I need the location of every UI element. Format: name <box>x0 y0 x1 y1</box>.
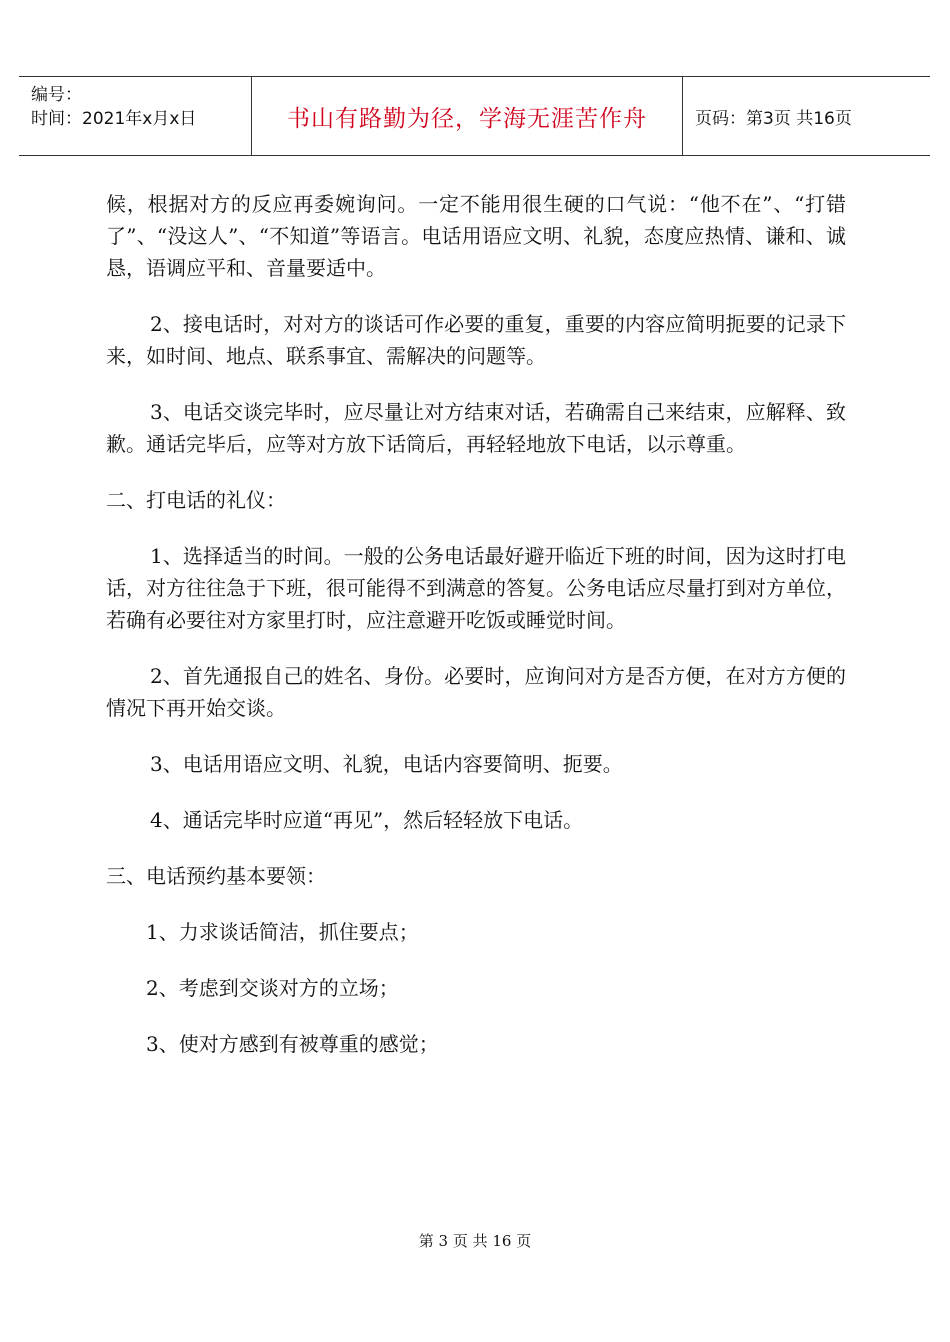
section-heading: 三、电话预约基本要领： <box>106 864 326 888</box>
header-page-number: 页码：第3页 共16页 <box>695 108 852 129</box>
list-item: 2、考虑到交谈对方的立场； <box>146 976 399 1000</box>
header-info-cell <box>19 77 252 155</box>
paragraph: 2、接电话时，对对方的谈话可作必要的重复，重要的内容应简明扼要的记录下来，如时间、地点、联系事宜、需解决的问题等。 <box>106 312 846 368</box>
paragraph: 1、选择适当的时间。一般的公务电话最好避开临近下班的时间，因为这时打电话，对方往往急于下班，很可能得不到满意的答复。公务电话应尽量打到对方单位，若确有必要往对方家里打时，应注意避开吃饭或睡觉时间。 <box>106 544 846 632</box>
motto-text: 书山有路勤为径，学海无涯苦作舟 <box>287 105 647 132</box>
page-footer: 第 3 页 共 16 页 <box>418 1232 532 1250</box>
document-time: 时间：2021年x月x日 <box>31 109 197 129</box>
header-page-cell <box>683 77 930 155</box>
paragraph: 2、首先通报自己的姓名、身份。必要时，应询问对方是否方便，在对方方便的情况下再开始交谈。 <box>106 664 846 720</box>
list-item: 1、力求谈话简洁，抓住要点； <box>146 920 419 944</box>
header-motto-cell <box>252 77 683 155</box>
paragraph: 候，根据对方的反应再委婉询问。一定不能用很生硬的口气说：“他不在”、“打错了”、“没这人”、“不知道”等语言。电话用语应文明、礼貌，态度应热情、谦和、诚恳，语调应平和、音量要适中。 <box>106 192 846 280</box>
paragraph: 3、电话用语应文明、礼貌，电话内容要简明、扼要。 <box>150 752 623 776</box>
list-item: 3、使对方感到有被尊重的感觉； <box>146 1032 439 1056</box>
document-number: 编号： <box>31 85 82 105</box>
paragraph: 3、电话交谈完毕时，应尽量让对方结束对话，若确需自己来结束，应解释、致歉。通话完毕后，应等对方放下话筒后，再轻轻地放下电话，以示尊重。 <box>106 400 846 456</box>
paragraph: 4、通话完毕时应道“再见”，然后轻轻放下电话。 <box>150 808 584 832</box>
header-table <box>19 76 930 156</box>
document-body <box>106 188 846 1060</box>
section-heading: 二、打电话的礼仪： <box>106 488 286 512</box>
